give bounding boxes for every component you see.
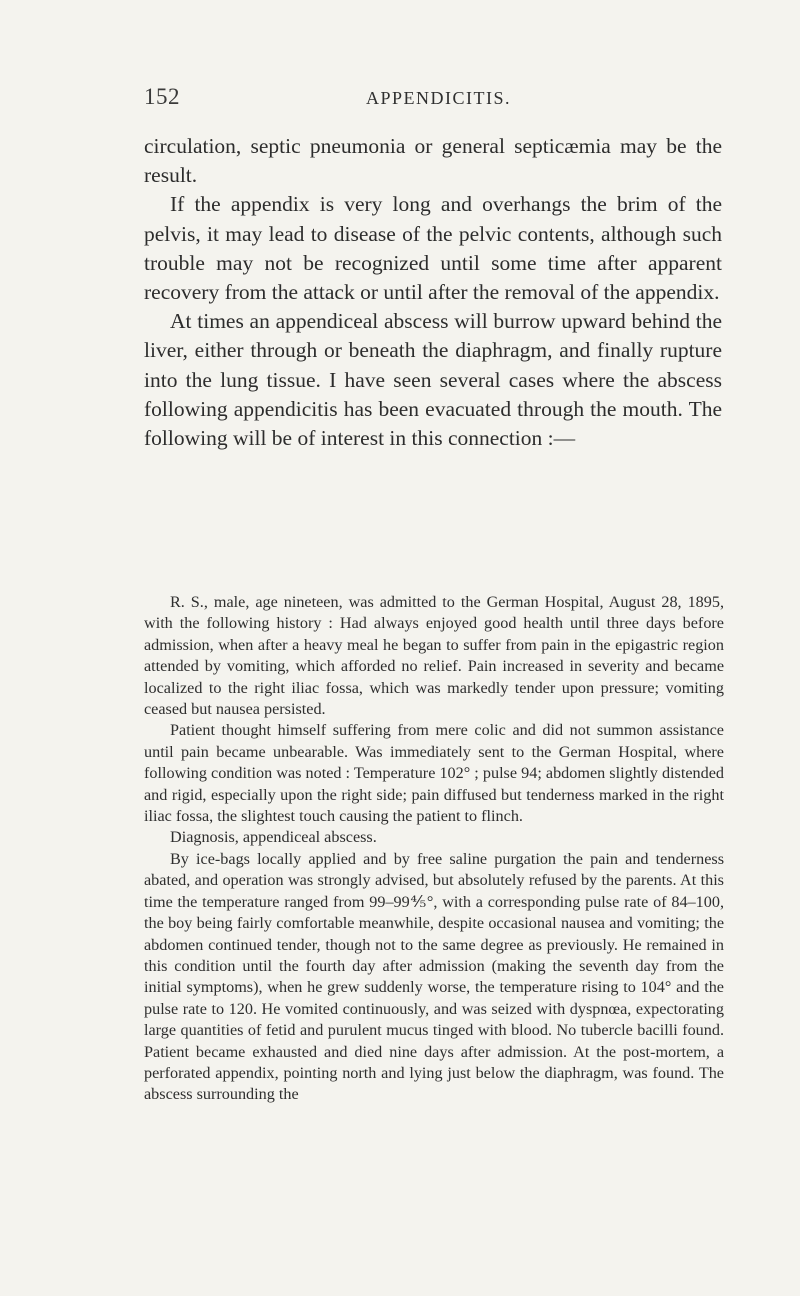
case-paragraph: Diagnosis, appendiceal abscess. — [170, 828, 377, 847]
page-number: 152 — [144, 84, 180, 109]
paragraph: At times an appendiceal abscess will burrow upward behind the liver, either through or beneath the diaphragm, and finally rupture into the lung tissue. I have seen several cases where the abscess following appendicitis has been evacuated through the mouth. The following will be of interest in this connection :— — [144, 309, 722, 451]
case-report — [144, 592, 724, 1106]
running-head: APPENDICITIS. — [366, 88, 512, 108]
paragraph: circulation, septic pneumonia or general septicæmia may be the result. — [144, 134, 722, 188]
case-paragraph: Patient thought himself suffering from mere colic and did not summon assistance until pain became unbearable. Was immediately sent to the German Hospital, where following condition was noted : Temperature 102° ; pulse 94; abdomen slightly distended and rigid, especially upon the right side; pain diffused but tenderness marked in the right iliac fossa, the slightest touch causing the patient to flinch. — [144, 721, 724, 826]
main-text — [144, 132, 722, 453]
case-paragraph: By ice-bags locally applied and by free saline purgation the pain and tenderness abated, and operation was strongly advised, but absolutely refused by the parents. At this time the temperature ranged from 99–99⅘°, with a corresponding pulse rate of 84–100, the boy being fairly comfortable meanwhile, despite occasional nausea and vomiting; the abdomen continued tender, though not to the same degree as previously. He remained in this condition until the fourth day after admission (making the seventh day from the initial symptoms), when he grew suddenly worse, the temperature rising to 104° and the pulse rate to 120. He vomited continuously, and was seized with dyspnœa, expectorating large quantities of fetid and purulent mucus tinged with blood. No tubercle bacilli found. Patient became exhausted and died nine days after admission. At the post-mortem, a perforated appendix, pointing north and lying just below the diaphragm, was found. The abscess surrounding the — [144, 849, 724, 1104]
case-paragraph: R. S., male, age nineteen, was admitted to the German Hospital, August 28, 1895, with the following history : Had always enjoyed good health until three days before admission, when after a heavy meal he began to suffer from pain in the epigastric region attended by vomiting, which afforded no relief. Pain increased in severity and became localized to the right iliac fossa, which was markedly tender upon pressure; vomiting ceased but nausea persisted. — [144, 593, 724, 719]
page-header — [144, 84, 724, 114]
paragraph: If the appendix is very long and overhangs the brim of the pelvis, it may lead to disease of the pelvic contents, although such trouble may not be recognized until some time after apparent recovery from the attack or until after the removal of the appendix. — [144, 192, 722, 305]
